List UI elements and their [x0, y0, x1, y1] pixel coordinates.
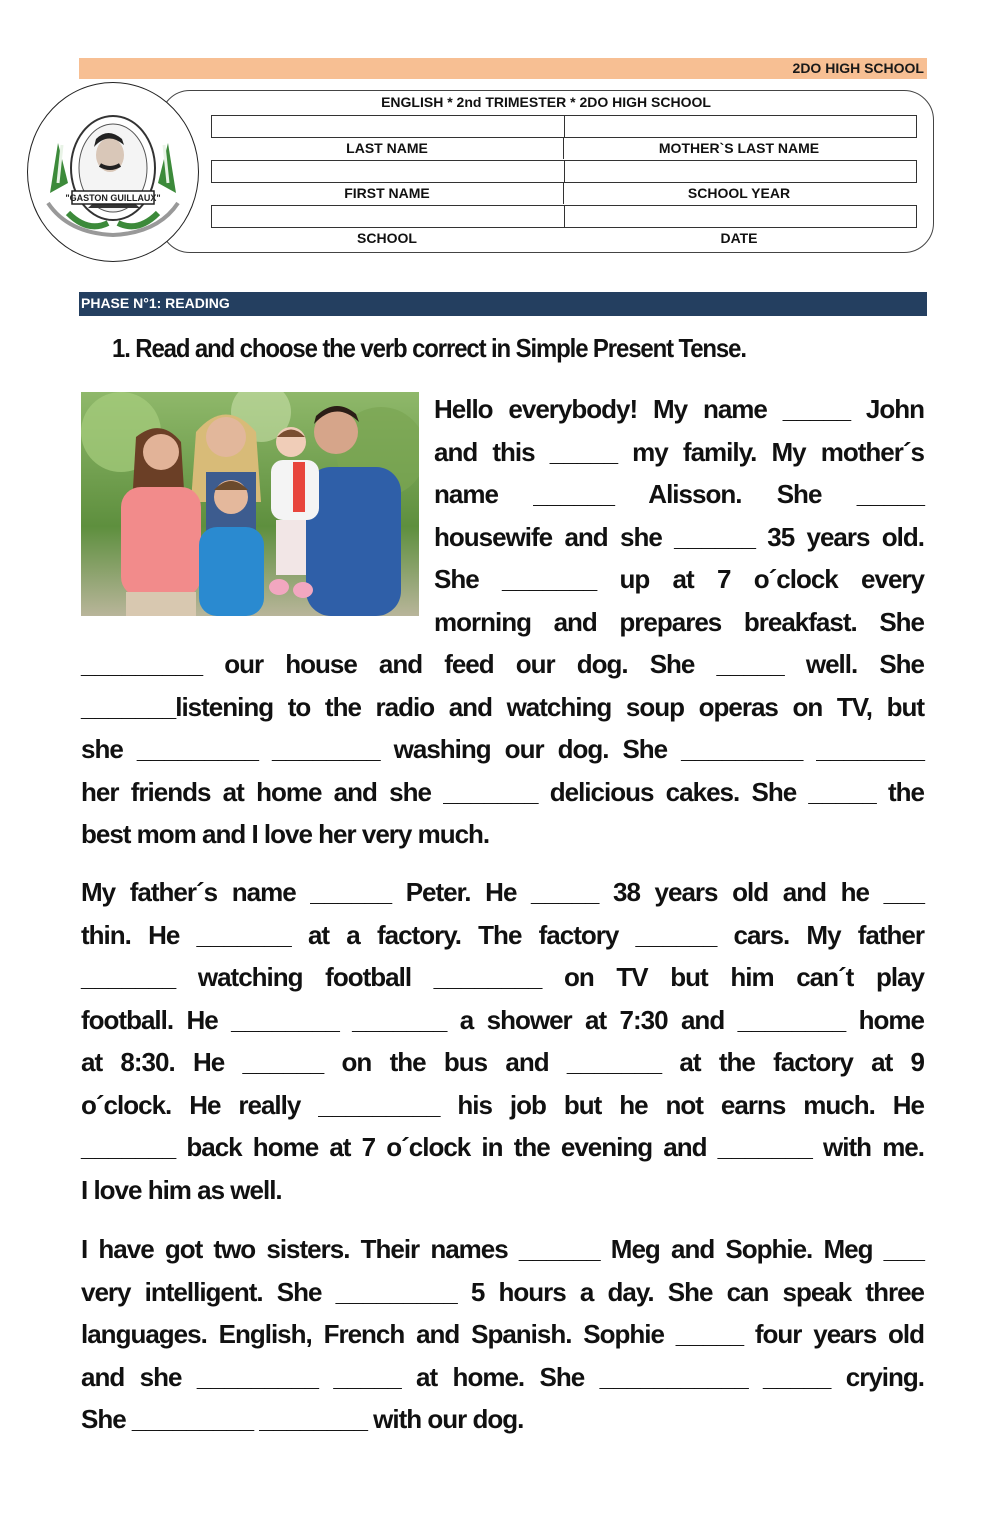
- text-line: _________ our house and feed our dog. She _____ well. She: [81, 649, 924, 679]
- mothers-last-name-input[interactable]: [564, 116, 917, 137]
- family-photo: [81, 392, 419, 616]
- text-line: _______listening to the radio and watching soup operas on TV, but: [81, 691, 924, 722]
- school-input[interactable]: [212, 206, 564, 227]
- text-line: I love him as well.: [81, 1174, 282, 1205]
- exercise-instruction: 1. Read and choose the verb correct in Simple Present Tense.: [112, 333, 746, 363]
- school-logo: [27, 82, 199, 262]
- text-line: thin. He _______ at a factory. The factory ______ cars. My father: [81, 919, 924, 950]
- first-name-input[interactable]: [212, 161, 564, 182]
- text-line: Hello everybody! My name _____ John: [434, 394, 924, 424]
- text-line: football. He ________ _______ a shower at 7:30 and ________ home: [81, 1004, 924, 1035]
- school-crest-icon: [28, 83, 198, 261]
- grade-banner: [79, 58, 927, 79]
- label-row-2: [211, 185, 915, 201]
- text-line: _______ back home at 7 o´clock in the evening and _______ with me.: [81, 1132, 924, 1162]
- phase-label: PHASE N°1: READING: [81, 295, 230, 311]
- paragraph-mother-continued: [81, 643, 924, 856]
- label-row-3: [211, 230, 915, 246]
- text-line: housewife and she ______ 35 years old.: [434, 521, 924, 552]
- text-line: at 8:30. He ______ on the bus and _______ at the factory at 9: [81, 1047, 924, 1077]
- text-line: name ______ Alisson. She _____: [434, 479, 924, 509]
- text-line: and she _________ _____ at home. She ___________ _____ crying.: [81, 1361, 924, 1392]
- text-line: her friends at home and she _______ delicious cakes. She _____ the: [81, 776, 924, 807]
- school-year-label: SCHOOL YEAR: [563, 185, 915, 201]
- text-line: _______ watching football ________ on TV but him can´t play: [81, 962, 924, 992]
- svg-text:"GASTON GUILLAUX": "GASTON GUILLAUX": [65, 193, 161, 203]
- text-line: I have got two sisters. Their names ______ Meg and Sophie. Meg ___: [81, 1234, 924, 1264]
- date-label: DATE: [720, 230, 758, 246]
- school-label: SCHOOL: [357, 230, 417, 246]
- paragraph-father: [81, 871, 924, 1211]
- school-year-input[interactable]: [564, 161, 917, 182]
- family-photo-image: [81, 392, 419, 616]
- last-name-input[interactable]: [212, 116, 564, 137]
- paragraph-sisters: [81, 1228, 924, 1441]
- text-line: she _________ ________ washing our dog. She _________ ________: [81, 734, 924, 764]
- text-line: very intelligent. She _________ 5 hours a day. She can speak three: [81, 1276, 924, 1307]
- date-input[interactable]: [564, 206, 917, 227]
- text-line: best mom and I love her very much.: [81, 819, 490, 849]
- text-line: languages. English, French and Spanish. Sophie _____ four years old: [81, 1319, 924, 1349]
- text-line: and this _____ my family. My mother´s: [434, 436, 924, 467]
- field-row-2: [211, 160, 917, 183]
- phase-header: [79, 292, 927, 316]
- field-row-3: [211, 205, 917, 228]
- text-line: She _________ ________ with our dog.: [81, 1404, 524, 1434]
- header-title: ENGLISH * 2nd TRIMESTER * 2DO HIGH SCHOOL: [381, 94, 711, 110]
- first-name-label: FIRST NAME: [344, 185, 430, 201]
- field-row-1: [211, 115, 917, 138]
- label-row-1: [211, 140, 915, 156]
- paragraph-mother-intro: [434, 388, 924, 643]
- grade-banner-label: 2DO HIGH SCHOOL: [792, 60, 924, 76]
- mothers-last-name-label: MOTHER`S LAST NAME: [563, 140, 915, 156]
- text-line: morning and prepares breakfast. She: [434, 606, 924, 637]
- text-line: My father´s name ______ Peter. He _____ 38 years old and he ___: [81, 877, 924, 907]
- last-name-label: LAST NAME: [346, 140, 428, 156]
- text-line: She _______ up at 7 o´clock every: [434, 564, 924, 594]
- text-line: o´clock. He really _________ his job but he not earns much. He: [81, 1089, 924, 1120]
